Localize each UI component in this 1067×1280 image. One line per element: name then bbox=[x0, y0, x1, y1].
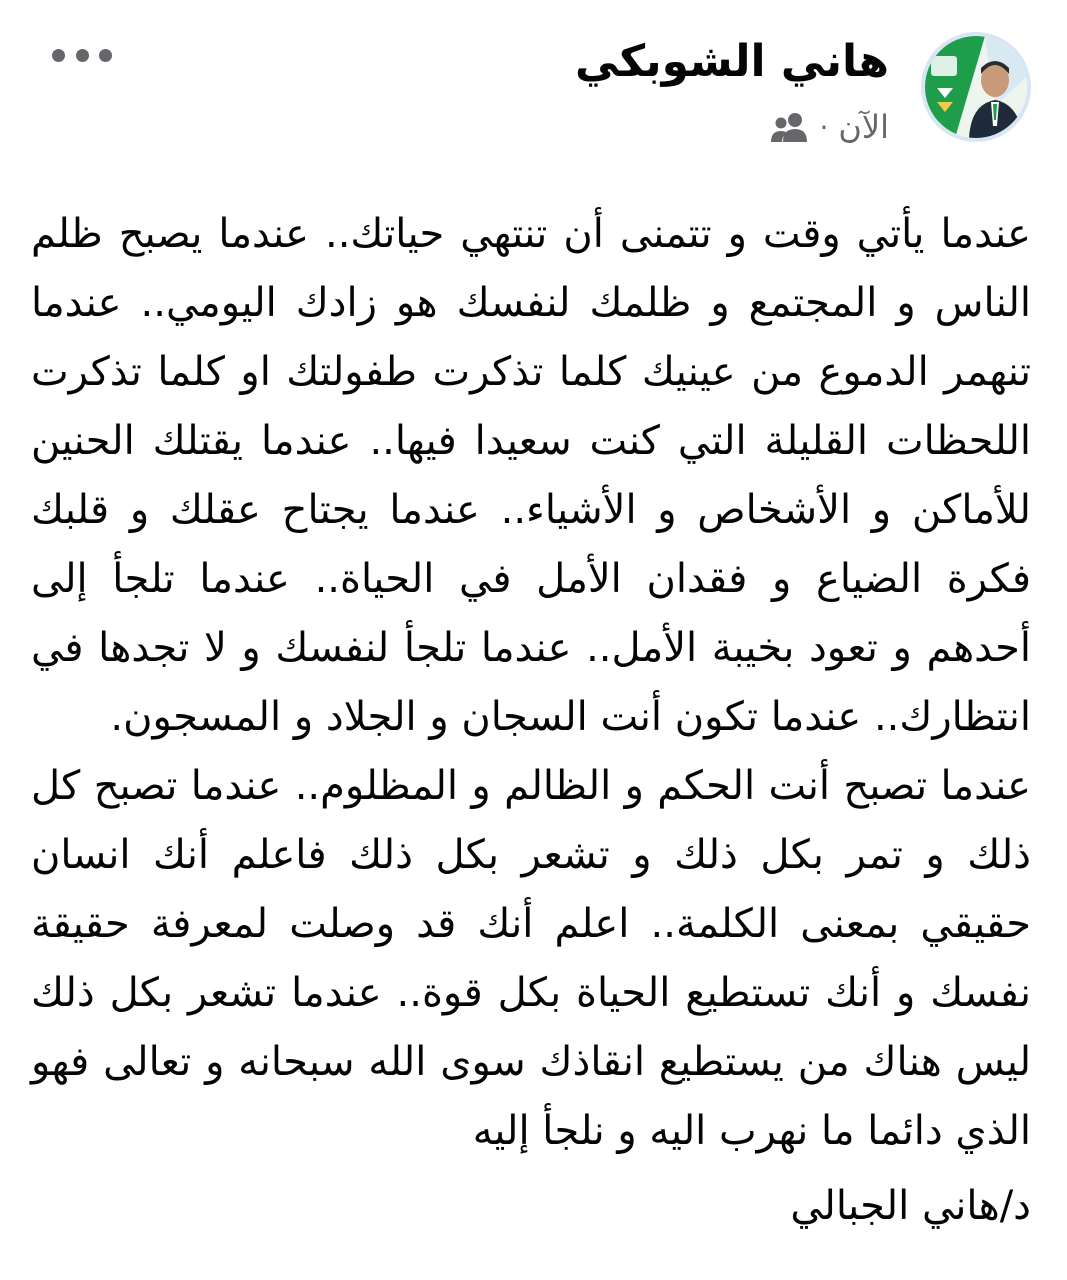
post-body: عندما يأتي وقت و تتمنى أن تنتهي حياتك.. عندما يصبح ظلم الناس و المجتمع و ظلمك لنفسك هو زادك اليومي.. عندما تنهمر الدموع من عينيك كلما تذكرت طفولتك او كلما تذكرت اللحظات القليلة التي كنت سعيدا فيها.. عندما يقتلك الحنين للأماكن و الأشخاص و الأشياء.. عندما يجتاح عقلك و قلبك فكرة الضياع و فقدان الأمل في الحياة.. عندما تلجأ إلى أحدهم و تعود بخيبة الأمل.. عندما تلجأ لنفسك و لا تجدها في انتظارك.. عندما تكون أنت السجان و الجلاد و المسجون. عندما تصبح أنت الحكم و الظالم و المظلوم.. عندما تصبح كل ذلك و تمر بكل ذلك و تشعر بكل ذلك فاعلم أنك انسان حقيقي بمعنى الكلمة.. اعلم أنك قد وصلت لمعرفة حقيقة نفسك و أنك تستطيع الحياة بكل قوة.. عندما تشعر بكل ذلك ليس هناك من يستطيع انقاذك سوى الله سبحانه و تعالى فهو الذي دائما ما نهرب اليه و نلجأ إليه bbox=[31, 211, 1031, 1154]
author-avatar[interactable] bbox=[921, 32, 1031, 142]
more-dot bbox=[99, 49, 112, 62]
post-header bbox=[0, 28, 1067, 158]
post-signature: د/هاني الجبالي bbox=[790, 1183, 1031, 1229]
friends-icon[interactable] bbox=[769, 110, 809, 144]
more-dot bbox=[52, 49, 65, 62]
author-name[interactable]: هاني الشوبكي bbox=[575, 36, 889, 87]
post-timestamp[interactable]: الآن bbox=[838, 108, 889, 146]
more-options-icon[interactable] bbox=[52, 40, 112, 70]
post-meta bbox=[769, 108, 889, 146]
meta-separator: · bbox=[819, 110, 829, 144]
more-dot bbox=[76, 49, 89, 62]
avatar-image bbox=[925, 36, 1027, 138]
